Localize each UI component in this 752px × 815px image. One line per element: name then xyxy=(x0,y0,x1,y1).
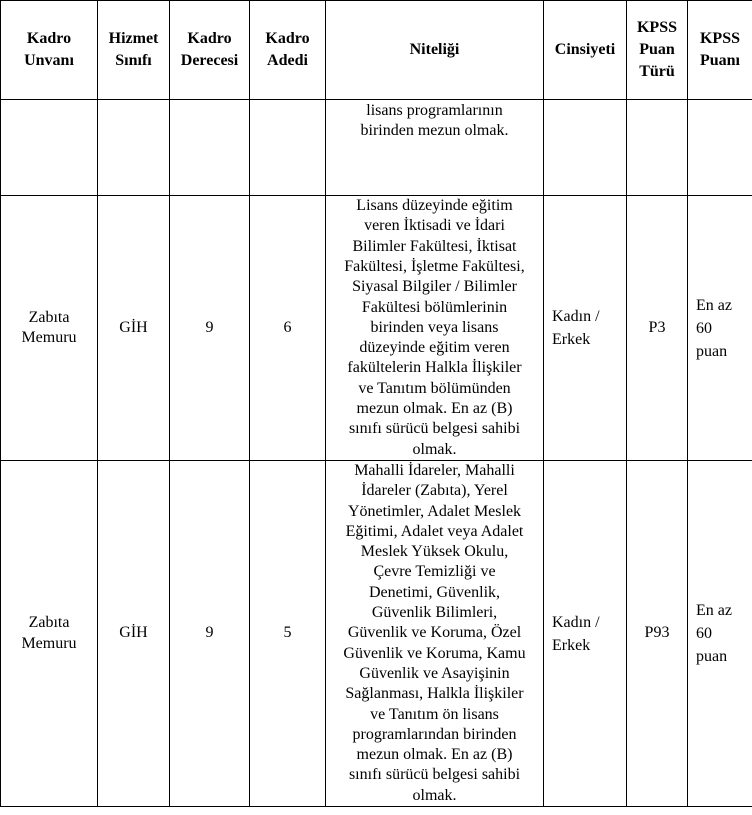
cell-kadro-adedi: 5 xyxy=(250,461,326,807)
cell-empty xyxy=(1,100,98,196)
cell-kpss-puan-turu: P93 xyxy=(627,461,688,807)
cell-niteligi: Mahalli İdareler, Mahalli İdareler (Zabıta), Yerel Yönetimler, Adalet Meslek Eğitimi, Adalet veya Adalet Meslek Yüksek Okulu, Çevre Temizliği ve Denetimi, Güvenlik, Güvenlik Bilimleri, Güvenlik ve Koruma, Özel Güvenlik ve Koruma, Kamu Güvenlik ve Asayişinin Sağlanması, Halkla İlişkiler ve Tanıtım ön lisans programlarından birinden mezun olmak. En az (B) sınıfı sürücü belgesi sahibi olmak. xyxy=(326,461,544,807)
cell-kpss-puan-turu: P3 xyxy=(627,196,688,461)
table-row-continuation xyxy=(1,100,752,196)
cell-empty xyxy=(688,100,752,196)
header-kadro-derecesi: Kadro Derecesi xyxy=(170,1,250,100)
cell-kpss-puani: En az 60 puan xyxy=(688,461,752,807)
cell-empty xyxy=(627,100,688,196)
cell-hizmet-sinifi: GİH xyxy=(98,461,170,807)
header-kpss-puan-turu: KPSS Puan Türü xyxy=(627,1,688,100)
cell-kadro-adedi: 6 xyxy=(250,196,326,461)
table-header-row xyxy=(1,1,752,100)
cell-empty xyxy=(544,100,627,196)
header-cinsiyeti: Cinsiyeti xyxy=(544,1,627,100)
cell-kadro-unvani: Zabıta Memuru xyxy=(1,461,98,807)
cell-cinsiyeti: Kadın / Erkek xyxy=(544,461,627,807)
table-row xyxy=(1,461,752,807)
header-kpss-puani: KPSS Puanı xyxy=(688,1,752,100)
cell-empty xyxy=(170,100,250,196)
cell-hizmet-sinifi: GİH xyxy=(98,196,170,461)
header-niteligi: Niteliği xyxy=(326,1,544,100)
header-hizmet-sinifi: Hizmet Sınıfı xyxy=(98,1,170,100)
cell-empty xyxy=(98,100,170,196)
table-row xyxy=(1,196,752,461)
cell-niteligi-continuation: lisans programlarının birinden mezun olmak. xyxy=(326,100,544,196)
header-kadro-adedi: Kadro Adedi xyxy=(250,1,326,100)
cell-kadro-unvani: Zabıta Memuru xyxy=(1,196,98,461)
cell-kadro-derecesi: 9 xyxy=(170,461,250,807)
cell-empty xyxy=(250,100,326,196)
cell-kadro-derecesi: 9 xyxy=(170,196,250,461)
cell-cinsiyeti: Kadın / Erkek xyxy=(544,196,627,461)
cell-kpss-puani: En az 60 puan xyxy=(688,196,752,461)
cell-niteligi: Lisans düzeyinde eğitim veren İktisadi ve İdari Bilimler Fakültesi, İktisat Fakültesi, İşletme Fakültesi, Siyasal Bilgiler / Bilimler Fakültesi bölümlerinin birinden veya lisans düzeyinde eğitim veren fakültelerin Halkla İlişkiler ve Tanıtım bölümünden mezun olmak. En az (B) sınıfı sürücü belgesi sahibi olmak. xyxy=(326,196,544,461)
header-kadro-unvani: Kadro Unvanı xyxy=(1,1,98,100)
